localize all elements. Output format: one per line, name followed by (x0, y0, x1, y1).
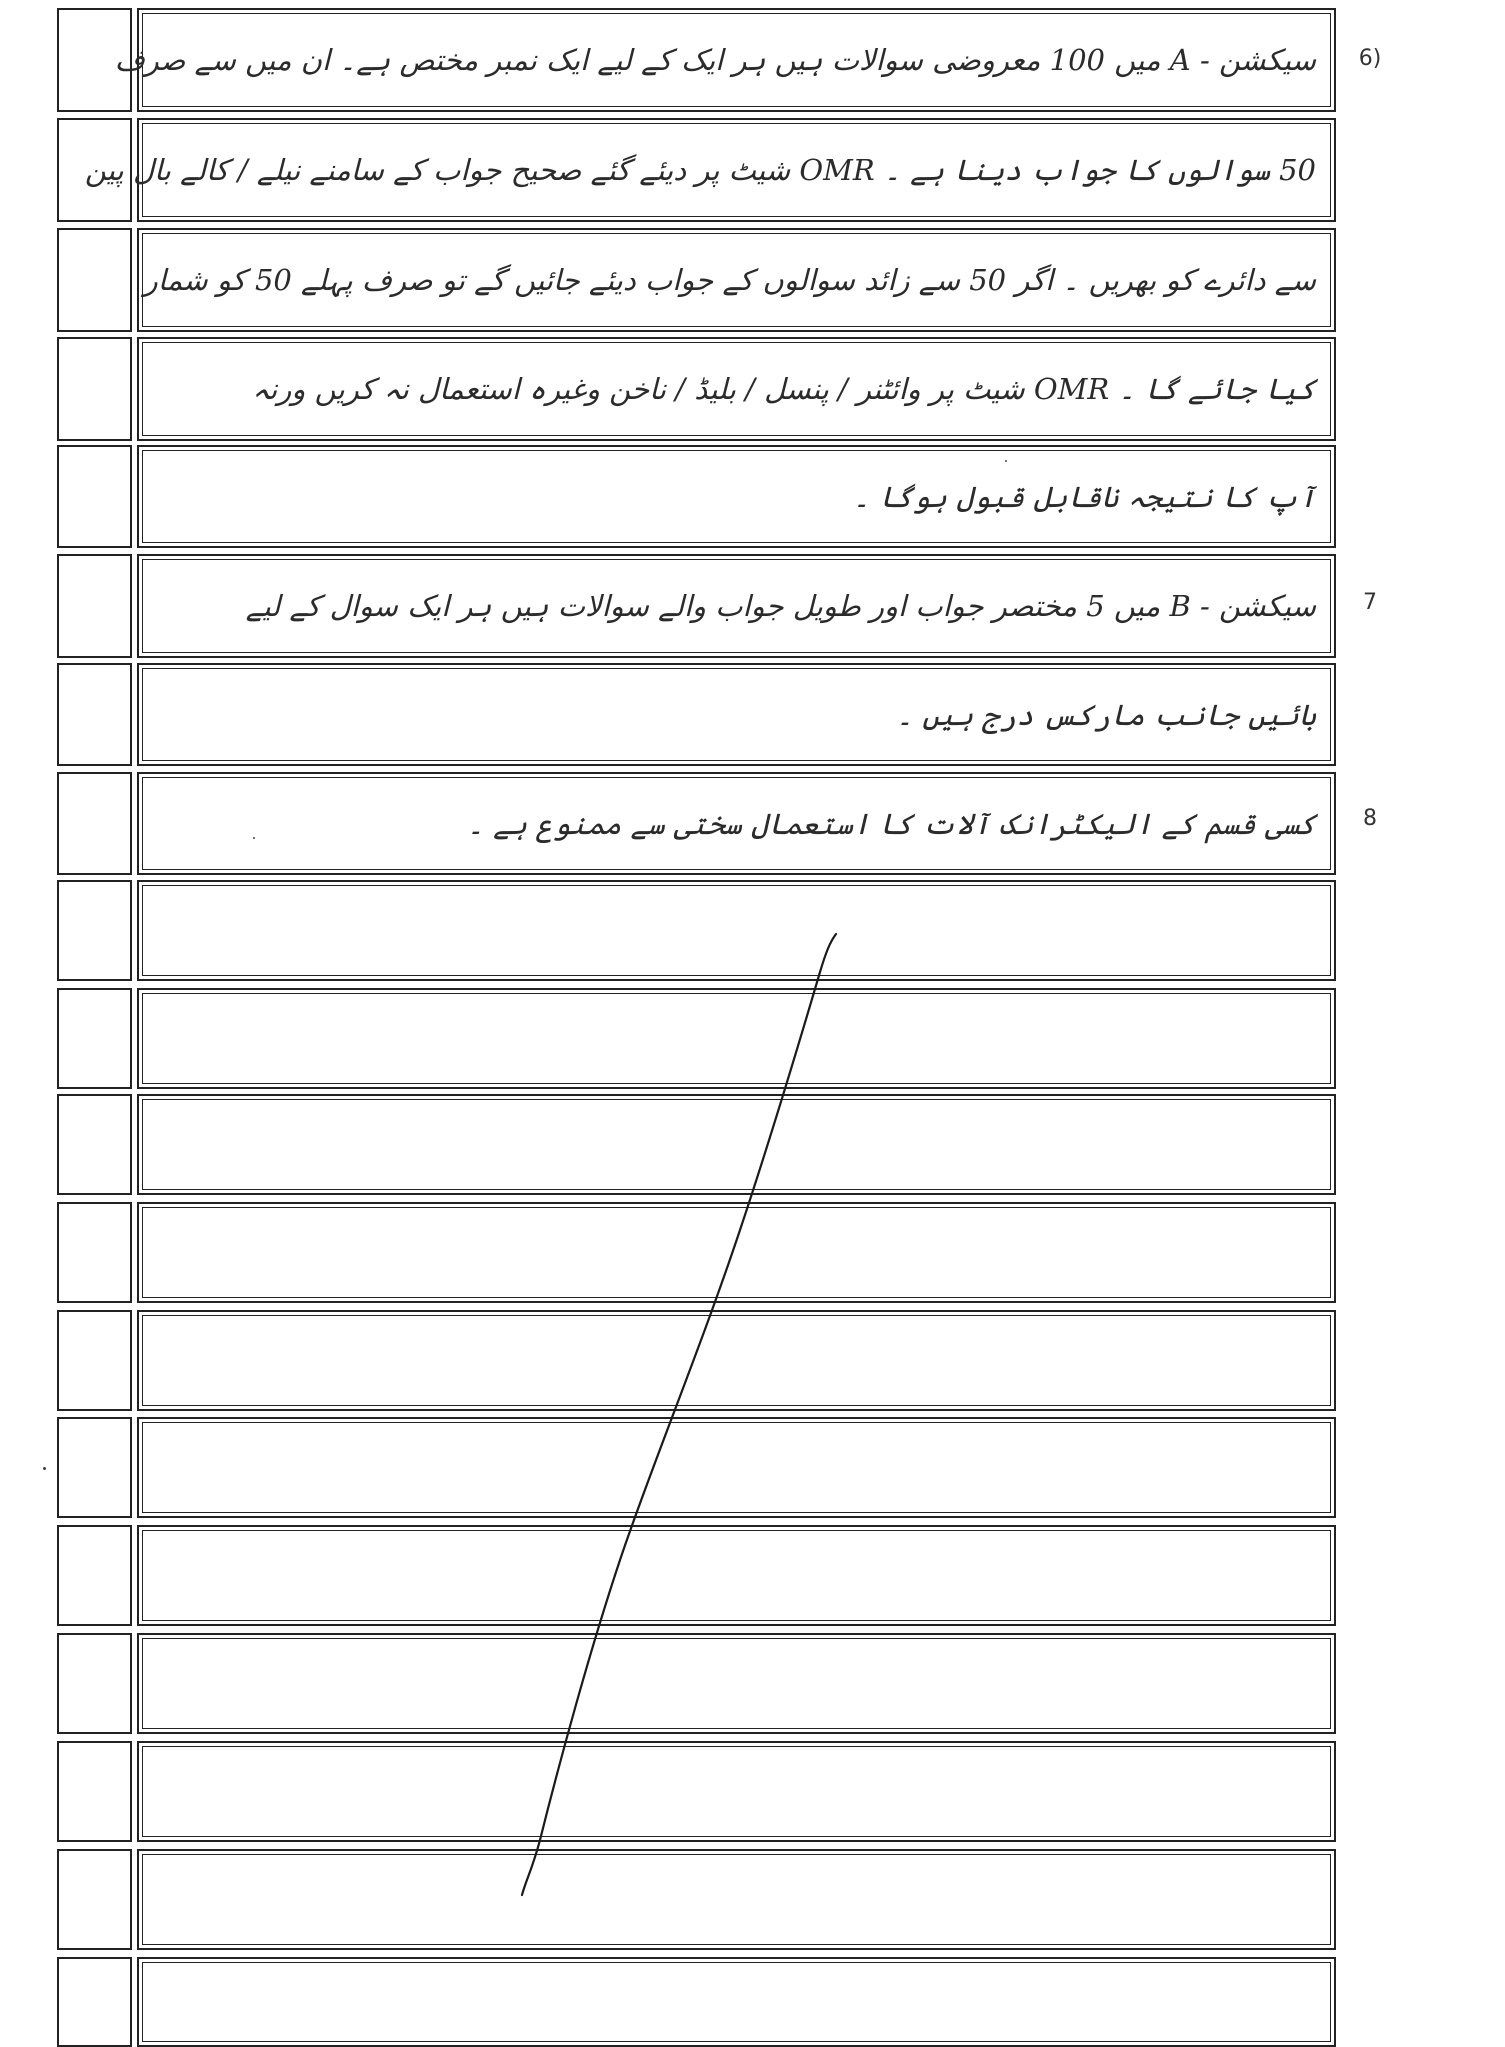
writing-line (84, 118, 1336, 222)
ink-speck (43, 1467, 46, 1470)
writing-line (137, 1094, 1336, 1195)
handwritten-text: سیکشن - A میں 100 معروضی سوالات ہیں ہر ایک کے لیے ایک نمبر مختص ہے۔ ان میں سے صرف (114, 43, 1316, 77)
writing-line (137, 772, 1336, 875)
writing-line (137, 1202, 1336, 1303)
ink-speck (1005, 460, 1007, 462)
question-number: 6) (1358, 46, 1382, 71)
handwritten-text: سیکشن - B میں 5 مختصر جواب اور طویل جواب والے سوالات ہیں ہر ایک سوال کے لیے (245, 589, 1316, 623)
sheet-row (57, 772, 1336, 875)
margin-cell (57, 1310, 132, 1411)
sheet-row (57, 1957, 1336, 2047)
writing-line (137, 1849, 1336, 1950)
margin-cell (57, 1417, 132, 1518)
writing-line (137, 337, 1336, 441)
sheet-row (57, 118, 1336, 222)
writing-line (137, 1417, 1336, 1518)
sheet-row (57, 337, 1336, 441)
margin-cell (57, 1094, 132, 1195)
sheet-row (57, 554, 1336, 658)
margin-cell (57, 1957, 132, 2047)
sheet-row (57, 1202, 1336, 1303)
writing-line (114, 8, 1336, 112)
writing-line (137, 1633, 1336, 1734)
handwritten-text: آپ کا نتیجہ ناقابل قبول ہوگا ۔ (852, 479, 1316, 514)
sheet-row (57, 1094, 1336, 1195)
sheet-row (57, 1741, 1336, 1842)
writing-line (137, 228, 1336, 332)
handwritten-text: بائیں جانب مارکس درج ہیں ۔ (896, 697, 1316, 732)
writing-line (137, 1741, 1336, 1842)
margin-cell (57, 988, 132, 1089)
margin-cell (57, 772, 132, 875)
margin-cell (57, 1525, 132, 1626)
sheet-row (57, 1525, 1336, 1626)
margin-cell (57, 554, 132, 658)
handwritten-text: سے دائرے کو بھریں ۔ اگر 50 سے زائد سوالوں کے جواب دیئے جائیں گے تو صرف پہلے 50 کو شمار (143, 263, 1316, 297)
ink-speck (253, 837, 255, 839)
sheet-row (57, 1417, 1336, 1518)
writing-line (137, 554, 1336, 658)
sheet-row (57, 1310, 1336, 1411)
writing-line (137, 663, 1336, 766)
question-number: 7 (1363, 590, 1377, 615)
sheet-row (57, 1633, 1336, 1734)
sheet-row (57, 228, 1336, 332)
sheet-row (57, 8, 1336, 112)
margin-cell (57, 1741, 132, 1842)
margin-cell (57, 1633, 132, 1734)
margin-cell (57, 1202, 132, 1303)
sheet-row (57, 1849, 1336, 1950)
sheet-row (57, 880, 1336, 981)
writing-line (137, 1310, 1336, 1411)
margin-cell (57, 880, 132, 981)
sheet-row (57, 988, 1336, 1089)
sheet-row (57, 663, 1336, 766)
margin-cell (57, 445, 132, 548)
handwritten-text: کیا جائے گا ۔ OMR شیٹ پر وائٹنر / پنسل / بلیڈ / ناخن وغیرہ استعمال نہ کریں ورنہ (252, 372, 1316, 406)
handwritten-text: کسی قسم کے الیکٹرانک آلات کا استعمال سختی سے ممنوع ہے ۔ (466, 806, 1316, 841)
margin-cell (57, 228, 132, 332)
writing-line (137, 988, 1336, 1089)
writing-line (137, 880, 1336, 981)
writing-line (137, 1525, 1336, 1626)
handwritten-text: 50 سوالوں کا جواب دینا ہے ۔ OMR شیٹ پر دیئے گئے صحیح جواب کے سامنے نیلے / کالے بال پین (84, 153, 1316, 187)
writing-line (137, 445, 1336, 548)
writing-line (137, 1957, 1336, 2047)
question-number: 8 (1363, 806, 1377, 831)
margin-cell (57, 337, 132, 441)
sheet-row (57, 445, 1336, 548)
margin-cell (57, 1849, 132, 1950)
margin-cell (57, 663, 132, 766)
